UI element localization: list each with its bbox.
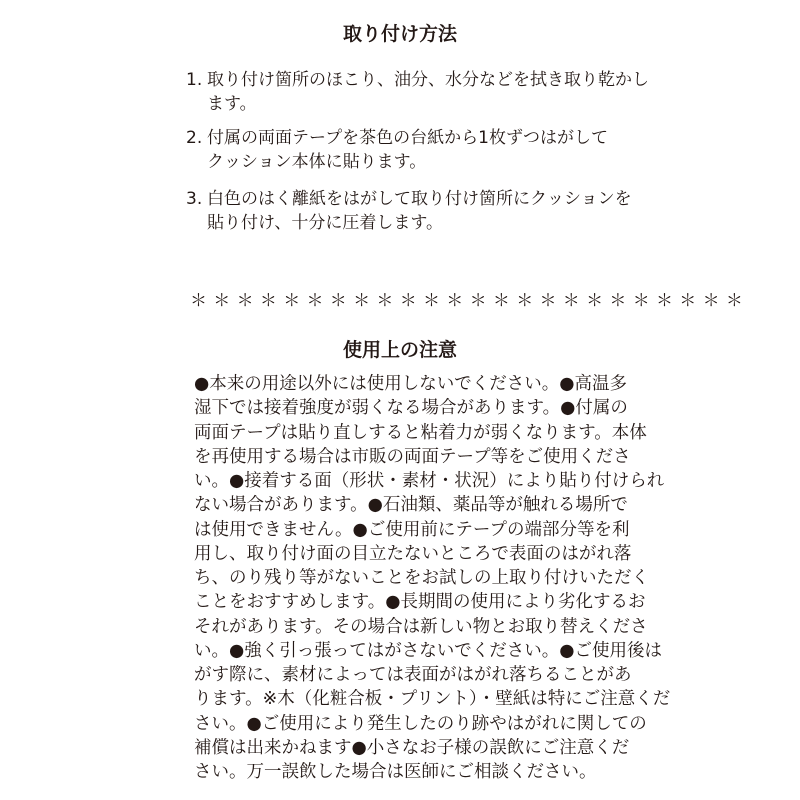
caution-text-line: は使用できません。●ご使用前にテープの端部分等を利 <box>194 519 630 540</box>
step-text-line: ます。 <box>207 94 257 114</box>
caution-text-line: それがあります。その場合は新しい物とお取り替えくださ <box>194 616 648 637</box>
install-step-1 <box>186 68 649 116</box>
install-step-2 <box>186 126 626 174</box>
caution-text-line: 両面テープは貼り直しすると粘着力が弱くなります。本体 <box>194 422 647 443</box>
caution-text-line: を再使用する場合は市販の両面テープ等をご使用くださ <box>194 446 631 467</box>
install-title: 取り付け方法 <box>342 23 457 45</box>
caution-text-line: ち、のり残り等がないことをお試しの上取り付けいただく <box>194 568 649 588</box>
step-text-line: 付属の両面テープを茶色の台紙から1枚ずつはがして <box>207 128 608 148</box>
caution-text-line: さい。●ご使用により発生したのり跡やはがれに関しての <box>194 713 647 734</box>
step-text-line: 取り付け箇所のほこり、油分、水分などを拭き取り乾かし <box>207 70 649 90</box>
step-number: 1. <box>186 70 203 90</box>
caution-text-line: ●本来の用途以外には使用しないでください。●高温多 <box>194 374 628 394</box>
asterisk-divider: ＊＊＊＊＊＊＊＊＊＊＊＊＊＊＊＊＊＊＊＊＊＊＊＊ <box>190 291 750 311</box>
caution-text-line: さい。万一誤飲した場合は医師にご相談ください。 <box>194 762 597 782</box>
caution-text-line: 用し、取り付け面の目立たないところで表面のはがれ落 <box>194 543 632 564</box>
caution-text-line: ことをおすすめします。●長期間の使用により劣化するお <box>194 592 646 613</box>
caution-text-line: がす際に、素材によっては表面がはがれ落ちることがあ <box>194 665 632 685</box>
caution-text-line: 補償は出来かねます●小さなお子様の誤飲にご注意くだ <box>194 737 630 758</box>
step-text-line: 白色のはく離紙をはがして取り付け箇所にクッションを <box>207 189 632 209</box>
caution-text-line: い。●接着する面（形状・素材・状況）により貼り付けられ <box>194 471 665 491</box>
caution-text-line: ない場合があります。●石油類、薬品等が触れる場所で <box>194 495 628 516</box>
step-text-line: クッション本体に貼ります。 <box>207 152 427 172</box>
step-number: 3. <box>186 189 203 209</box>
step-number: 2. <box>186 128 203 148</box>
install-step-3 <box>186 187 632 235</box>
caution-text-line: 湿下では接着強度が弱くなる場合があります。●付属の <box>194 398 628 419</box>
cautions-body <box>194 372 670 784</box>
cautions-title: 使用上の注意 <box>342 339 457 361</box>
caution-text-line: い。●強く引っ張ってはがさないでください。●ご使用後は <box>194 640 663 661</box>
step-text-line: 貼り付け、十分に圧着します。 <box>207 213 443 233</box>
caution-text-line: ります。※木（化粧合板・プリント）・壁紙は特にご注意くだ <box>194 689 671 710</box>
